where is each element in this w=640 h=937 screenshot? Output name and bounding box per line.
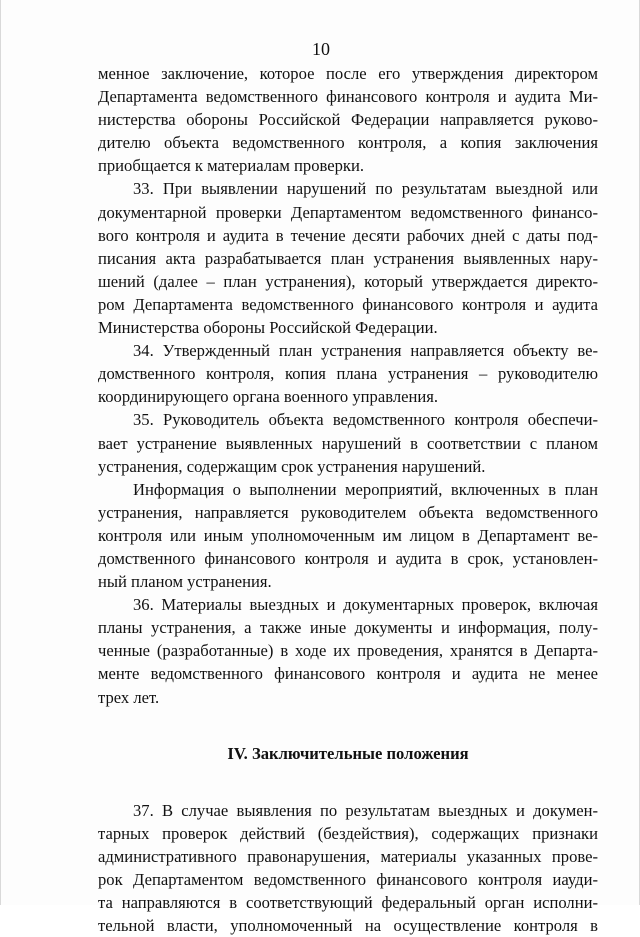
text-line: Министерства обороны Российской Федерации. [98,318,438,338]
paragraph-33 [98,177,598,339]
spacer [98,709,598,734]
text-line: 36. Материалы выездных и документарных проверок, включая [133,595,598,615]
text-line: ром Департамента ведомственного финансового контроля и аудита [98,294,598,314]
paragraph-35 [98,408,598,477]
text-line: нистерства обороны Российской Федерации направляется руково- [98,110,598,130]
text-line: домственного контроля, копия плана устранения – руководителю [98,364,598,384]
text-line: 34. Утвержденный план устранения направляется объекту ве- [133,341,598,361]
text-line: приобщается к материалам проверки. [98,156,365,176]
text-line: менте ведомственного финансового контроля и аудита не менее [98,664,598,684]
text-line: менное заключение, которое после его утверждения директором [98,64,598,83]
text-line: 35. Руководитель объекта ведомственного контроля обеспечи- [133,410,598,430]
spacer [98,766,598,791]
paragraph-37 [98,799,598,937]
text-line: Департамента ведомственного финансового контроля и аудита Ми- [98,87,598,107]
text-line: контроля или иным уполномоченным им лицом в Департамент ве- [98,525,598,545]
text-line: ный планом устранения. [98,572,272,592]
text-line: 37. В случае выявления по результатам выездных и докумен- [133,800,598,820]
document-body [98,62,598,937]
text-line: домственного финансового контроля и аудита в срок, установлен- [98,548,598,568]
section-heading: IV. Заключительные положения [227,743,469,763]
text-line: вает устранение выявленных нарушений в соответствии с планом [98,433,598,453]
text-line: устранения, содержащим срок устранения нарушений. [98,456,486,476]
text-line: тельной власти, уполномоченный на осуществление контроля в [98,916,598,936]
text-line: ченные (разработанные) в ходе их проведения, хранятся в Департа- [98,641,598,661]
text-line: шений (далее – план устранения), который утверждается директо- [98,271,598,291]
text-line: координирующего органа военного управления. [98,387,439,407]
paragraph-36 [98,593,598,708]
text-line: трех лет. [98,687,160,707]
paragraph-34 [98,339,598,408]
text-line: та направляются в соответствующий федеральный орган исполни- [98,893,598,912]
text-line: планы устранения, а также иные документы и информация, полу- [98,618,598,638]
paragraph-information [98,478,598,593]
spacer [98,791,598,799]
text-line: вого контроля и аудита в течение десяти рабочих дней с даты под- [98,225,598,245]
text-line: 33. При выявлении нарушений по результатам выездной или [133,179,598,199]
spacer [98,734,598,742]
text-line: Информация о выполнении мероприятий, включенных в план [133,479,598,499]
text-line: тарных проверок действий (бездействия), содержащих признаки [98,823,598,843]
paragraph-continuation [98,62,598,177]
page-number: 10 [312,39,330,59]
text-line: дителю объекта ведомственного контроля, а копия заключения [98,133,598,153]
text-line: документарной проверки Департаментом ведомственного финансо- [98,202,598,222]
text-line: рок Департаментом ведомственного финансового контроля иауди- [98,869,598,889]
text-line: писания акта разрабатывается план устранения выявленных нару- [98,248,598,268]
text-line: административного правонарушения, материалы указанных прове- [98,846,598,866]
text-line: устранения, направляется руководителем объекта ведомственного [98,502,598,522]
